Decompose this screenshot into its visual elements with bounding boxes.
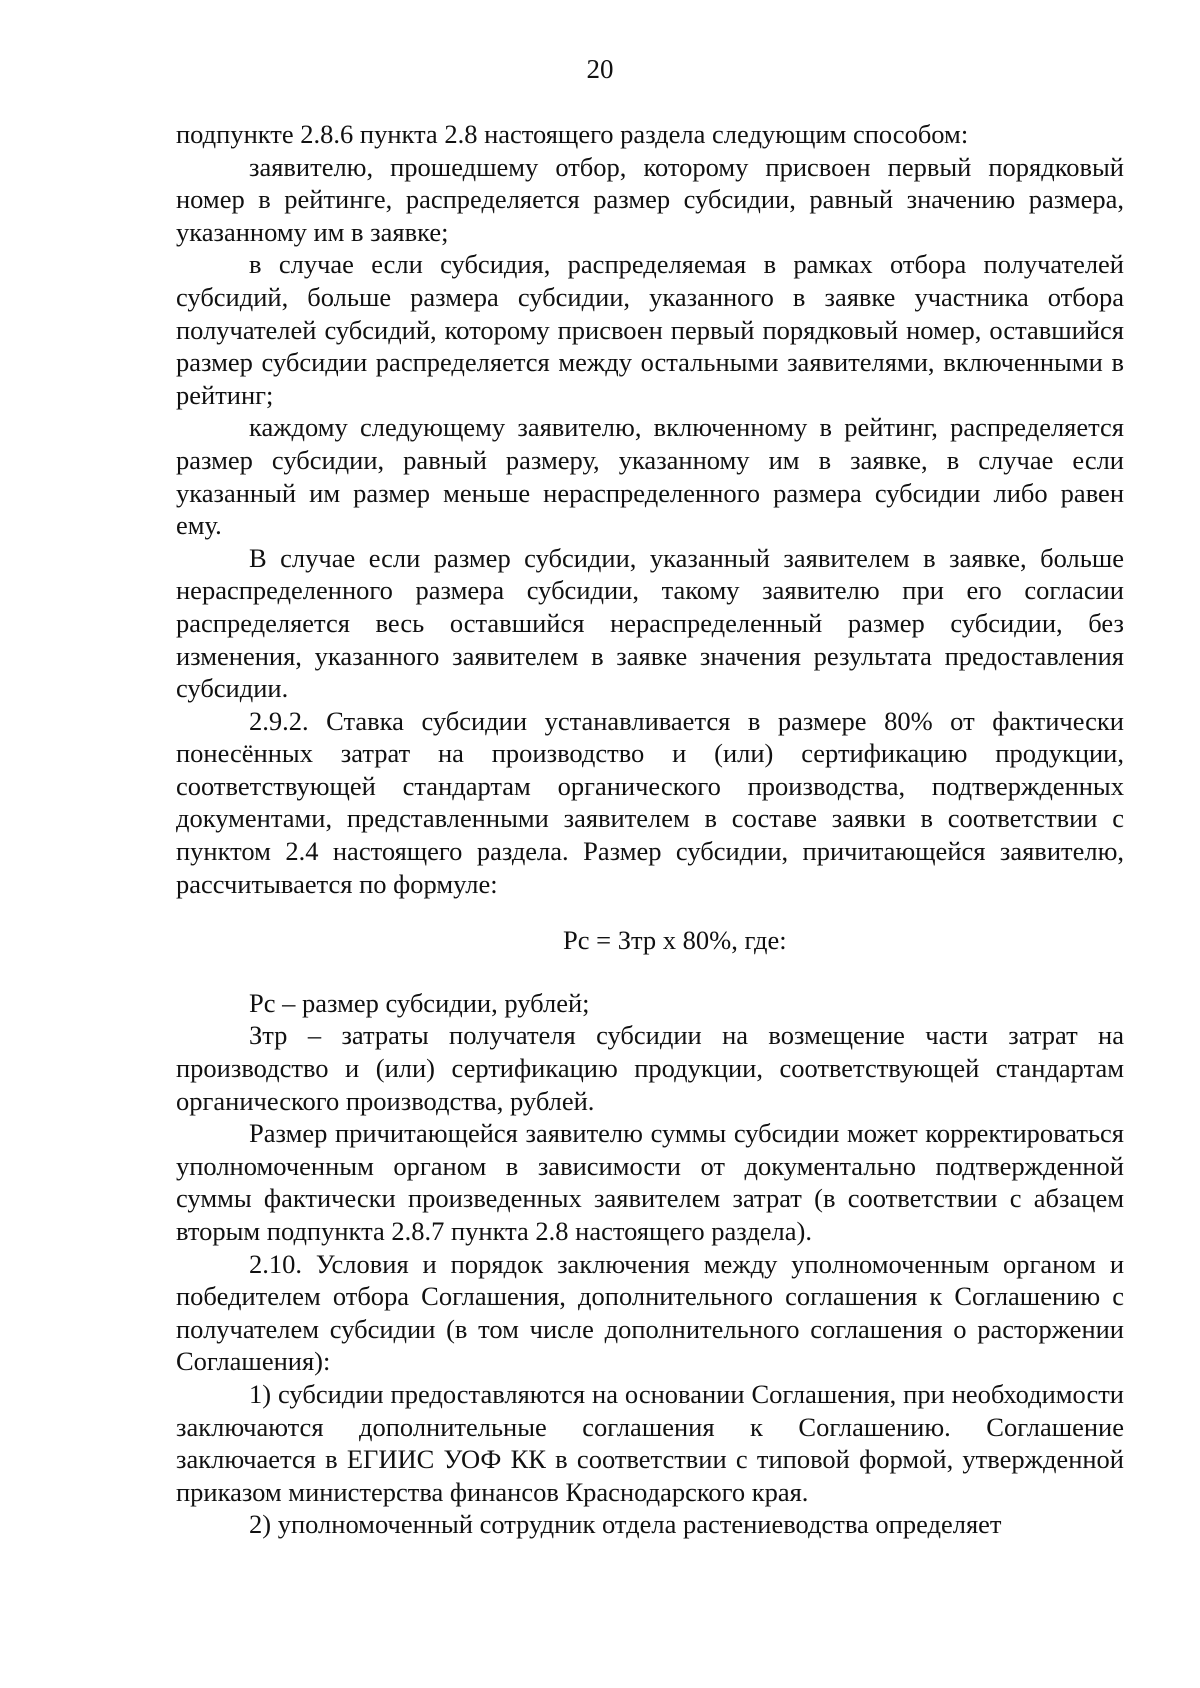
paragraph: В случае если размер субсидии, указанный заявителем в заявке, больше нераспределенного размера субсидии, такому заявителю при его согласии распределяется весь оставшийся нераспределенный размер субсидии, без изменения, указанного заявителем в заявке значения результата предоставления субсидии. [176,542,1124,704]
paragraph: каждому следующему заявителю, включенному в рейтинг, распределяется размер субсидии, равный размеру, указанному им в заявке, в случае если указанный им размер меньше нераспределенного размера субсидии либо равен ему. [176,412,1124,541]
formula: Рс = Зтр х 80%, где: [563,925,787,956]
paragraph: Зтр – затраты получателя субсидии на возмещение части затрат на производство и (или) сертификацию продукции, соответствующей стандартам органического производства, рублей. [176,1020,1124,1116]
page-number: 20 [586,54,614,84]
paragraph: подпункте 2.8.6 пункта 2.8 настоящего раздела следующим способом: [176,119,969,149]
paragraph: Рс – размер субсидии, рублей; [249,987,590,1018]
paragraph: 1) субсидии предоставляются на основании Соглашения, при необходимости заключаются дополнительные соглашения к Соглашению. Соглашение заключается в ЕГИИС УОФ КК в соответствии с типовой формой, утвержденной приказом министерства финансов Краснодарского края. [176,1378,1124,1507]
paragraph: 2.9.2. Ставка субсидии устанавливается в размере 80% от фактически понесённых затрат на производство и (или) сертификацию продукции, соответствующей стандартам органического производства, подтвержденных документами, представленными заявителем в составе заявки в соответствии с пунктом 2.4 настоящего раздела. Размер субсидии, причитающейся заявителю, рассчитывается по формуле: [176,705,1124,899]
paragraph: Размер причитающейся заявителю суммы субсидии может корректироваться уполномоченным органом в зависимости от документально подтвержденной суммы фактически произведенных заявителем затрат (в соответствии с абзацем вторым подпункта 2.8.7 пункта 2.8 настоящего раздела). [176,1118,1124,1246]
document-body [176,118,1124,1541]
paragraph: 2.10. Условия и порядок заключения между уполномоченным органом и победителем отбора Соглашения, дополнительного соглашения к Соглашению с получателем субсидии (в том числе дополнительного соглашения о расторжении Соглашения): [176,1248,1124,1377]
paragraph: заявителю, прошедшему отбор, которому присвоен первый порядковый номер в рейтинге, распределяется размер субсидии, равный значению размера, указанному им в заявке; [176,151,1124,247]
paragraph: 2) уполномоченный сотрудник отдела растениеводства определяет [249,1509,1002,1540]
paragraph: в случае если субсидия, распределяемая в рамках отбора получателей субсидий, больше размера субсидии, указанного в заявке участника отбора получателей субсидий, которому присвоен первый порядковый номер, оставшийся размер субсидии распределяется между остальными заявителями, включенными в рейтинг; [176,249,1124,410]
